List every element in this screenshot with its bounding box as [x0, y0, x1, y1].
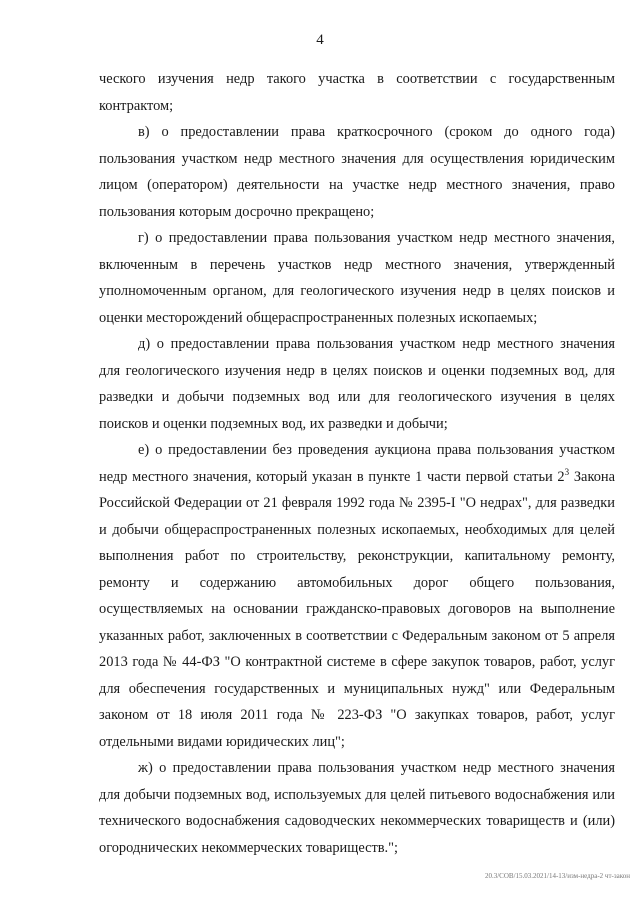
paragraph-continuation: ческого изучения недр такого участка в соответствии с государственным контрактом; [99, 71, 615, 114]
article-superscript: 3 [564, 466, 570, 477]
page-number: 4 [316, 32, 324, 48]
document-body [99, 66, 615, 861]
paragraph-item-e-text-before: е) о предоставлении без проведения аукциона права пользования участком недр местного значения, который указан в пункте 1 части первой статьи 2 [99, 442, 615, 485]
paragraph-item-d: д) о предоставлении права пользования участком недр местного значения для геологического изучения недр в целях поисков и оценки подземных вод, для разведки и добычи подземных вод или для геологического изучения в целях поисков и оценки подземных вод, их разведки и добычи; [99, 336, 615, 432]
paragraph-item-v: в) о предоставлении права краткосрочного (сроком до одного года) пользования участком недр местного значения для осуществления юридическим лицом (оператором) деятельности на участке недр местного значения, право пользования которым досрочно прекращено; [99, 124, 615, 220]
paragraph-item-zh: ж) о предоставлении права пользования участком недр местного значения для добычи подземных вод, используемых для целей питьевого водоснабжения или технического водоснабжения садоводческих некоммерческих товариществ и (или) огороднических некоммерческих товариществ."; [99, 760, 615, 856]
paragraph-item-g: г) о предоставлении права пользования участком недр местного значения, включенным в перечень участков недр местного значения, утвержденный уполномоченным органом, для геологического изучения недр в целях поисков и оценки месторождений общераспространенных полезных ископаемых; [99, 230, 615, 326]
footer-document-code: 20.3/СОВ/15.03.2021/14-13/изм-недра-2 чт-закон [484, 872, 630, 880]
paragraph-item-e-text-after: Закона Российской Федерации от 21 февраля 1992 года № 2395-I "О недрах", для разведки и добычи общераспространенных полезных ископаемых, необходимых для целей выполнения работ по строительству, реконструкции, капитальному ремонту, ремонту и содержанию автомобильных дорог общего пользования, осуществляемых на основании гражданско-правовых договоров на выполнение указанных работ, заключенных в соответствии с Федеральным законом от 5 апреля 2013 года № 44-ФЗ "О контрактной системе в сфере закупок товаров, работ, услуг для обеспечения государственных и муниципальных нужд" или Федеральным законом от 18 июля 2011 года № 223-ФЗ "О закупках товаров, работ, услуг отдельными видами юридических лиц"; [99, 468, 615, 750]
paragraph-item-e [99, 437, 615, 755]
